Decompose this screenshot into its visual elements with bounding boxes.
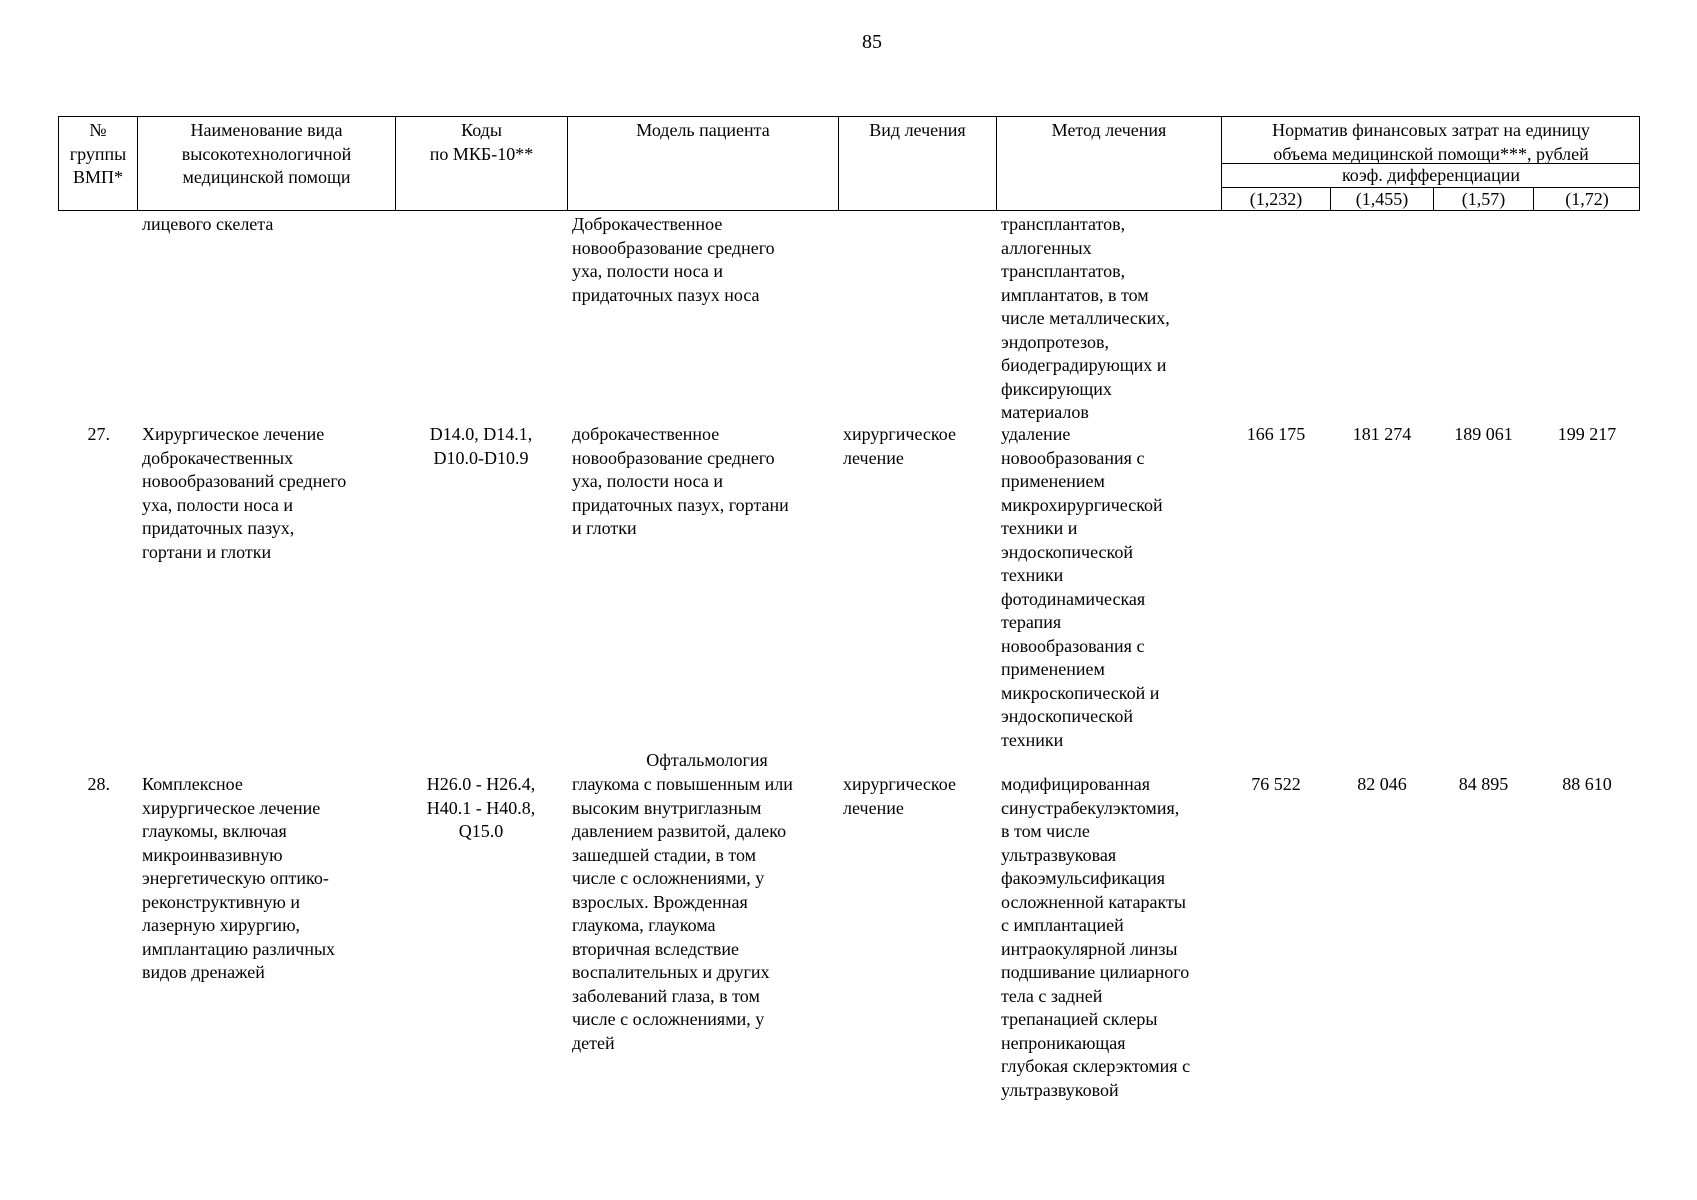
header-group-number: № группы ВМП* — [69, 120, 127, 187]
row-treatment-method: удаление новообразования с применением микрохирургической техники и эндоскопической техники фотодинамическая терапия новообразования с применением микроскопической и эндоскопической техники — [1001, 424, 1163, 750]
row-number: 27. — [87, 424, 110, 444]
continued-patient-model: Доброкачественное новообразование среднего уха, полости носа и придаточных пазух носа — [572, 214, 775, 305]
row-treatment-method: модифицированная синустрабекулэктомия, в том числе ультразвуковая факоэмульсификация осложненной катаракты с имплантацией интраокулярной линзы подшивание цилиарного тела с задней трепанацией склеры непроникающая глубокая склерэктомия с ультразвуковой — [1001, 774, 1191, 1100]
header-treatment-type: Вид лечения — [869, 120, 966, 140]
row-number: 28. — [87, 774, 110, 794]
row-treatment-type: хирургическое лечение — [843, 424, 956, 468]
row-cost-value: 166 175 — [1246, 424, 1306, 444]
row-cost-value: 181 274 — [1352, 424, 1412, 444]
header-coef: (1,57) — [1461, 189, 1506, 209]
header-cost-norm: Норматив финансовых затрат на единицу объема медицинской помощи***, рублей — [1272, 120, 1590, 164]
row-cost-value: 82 046 — [1357, 774, 1407, 794]
header-coef: (1,72) — [1565, 189, 1609, 209]
header-treatment-method: Метод лечения — [1051, 120, 1167, 140]
row-care-name: Хирургическое лечение доброкачественных новообразований среднего уха, полости носа и придаточных пазух, гортани и глотки — [142, 424, 347, 562]
header-coef: (1,232) — [1249, 189, 1303, 209]
row-patient-model: глаукома с повышенным или высоким внутриглазным давлением развитой, далеко зашедшей стадии, в том числе с осложнениями, у взрослых. Врожденная глаукома, глаукома вторичная вследствие воспалительных и других заболеваний глаза, в том числе с осложнениями, у детей — [572, 774, 793, 1053]
header-icd-codes: Коды по МКБ-10** — [429, 120, 534, 164]
row-cost-value: 84 895 — [1458, 774, 1509, 794]
row-icd-codes: H26.0 - H26.4, H40.1 - H40.8, Q15.0 — [426, 774, 536, 841]
page-number: 85 — [862, 31, 882, 53]
row-cost-value: 189 061 — [1454, 424, 1513, 444]
header-patient-model: Модель пациента — [636, 120, 770, 140]
header-care-name: Наименование вида высокотехнологичной медицинской помощи — [181, 120, 352, 187]
row-cost-value: 88 610 — [1562, 774, 1612, 794]
row-cost-value: 199 217 — [1557, 424, 1617, 444]
continued-care-name: лицевого скелета — [142, 214, 274, 234]
continued-treatment-method: трансплантатов, аллогенных трансплантатов, имплантатов, в том числе металлических, эндопротезов, биодеградирующих и фиксирующих материалов — [1001, 214, 1170, 422]
section-heading: Офтальмология — [646, 750, 768, 770]
row-care-name: Комплексное хирургическое лечение глаукомы, включая микроинвазивную энергетическую оптико- реконструктивную и лазерную хирургию, имплантацию различных видов дренажей — [142, 774, 336, 982]
header-coef-label: коэф. дифференциации — [1341, 165, 1521, 185]
row-patient-model: доброкачественное новообразование среднего уха, полости носа и придаточных пазух, гортани и глотки — [572, 424, 789, 538]
row-treatment-type: хирургическое лечение — [843, 774, 956, 818]
table-header — [58, 116, 1640, 211]
header-coef: (1,455) — [1355, 189, 1409, 209]
row-cost-value: 76 522 — [1251, 774, 1301, 794]
row-icd-codes: D14.0, D14.1, D10.0-D10.9 — [429, 424, 533, 468]
